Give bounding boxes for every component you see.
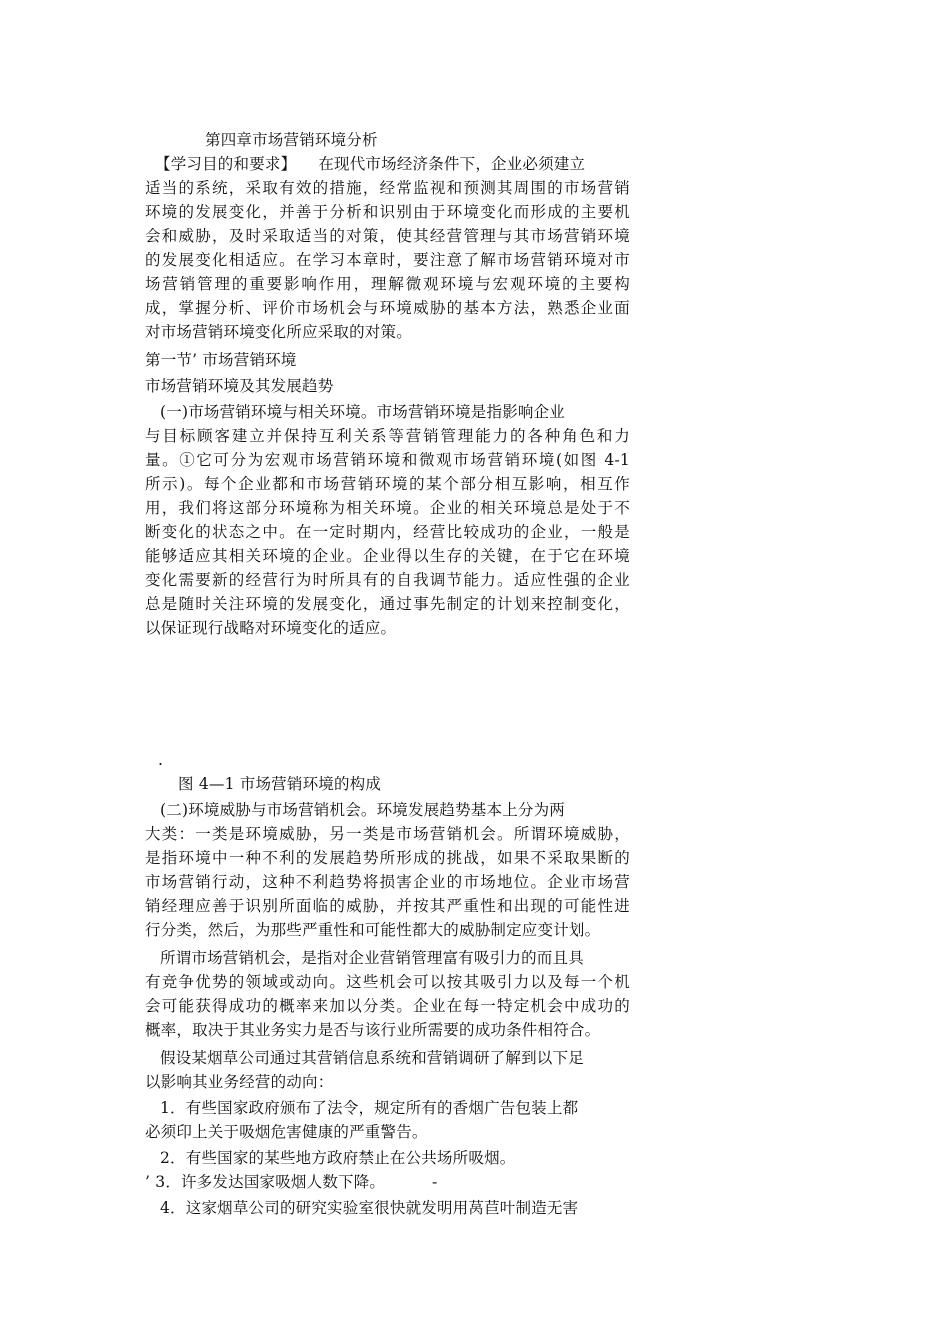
- chapter-title: 第四章市场营销环境分析: [205, 131, 378, 149]
- list-item: 1．有些国家政府颁布了法令，规定所有的香烟广告包装上都: [160, 1099, 579, 1117]
- intro-paragraph-line: 场营销管理的重要影响作用，理解微观环境与宏观环境的主要构: [145, 275, 630, 293]
- body-paragraph-line: 变化需要新的经营行为时所具有的自我调节能力。适应性强的企业: [145, 571, 630, 589]
- intro-paragraph-line: 的发展变化相适应。在学习本章时，要注意了解市场营销环境对市: [145, 251, 630, 269]
- intro-label: 【学习目的和要求】: [155, 155, 297, 173]
- sub-heading: 市场营销环境及其发展趋势: [145, 377, 334, 395]
- intro-paragraph-line: [155, 152, 585, 176]
- intro-paragraph-line: 对市场营销环境变化所应采取的对策。: [145, 323, 412, 341]
- intro-paragraph-line: 适当的系统，采取有效的措施，经常监视和预测其周围的市场营销: [145, 179, 630, 197]
- body-paragraph-line: 能够适应其相关环境的企业。企业得以生存的关键，在于它在环境: [145, 547, 630, 565]
- body-paragraph-line: 销经理应善于识别所面临的威胁，并按其严重性和出现的可能性进: [145, 897, 630, 915]
- body-paragraph-line: 有竞争优势的领域或动向。这些机会可以按其吸引力以及每一个机: [145, 973, 630, 991]
- figure-placeholder-dot: .: [158, 751, 164, 769]
- body-paragraph-line: 以保证现行战略对环境变化的适应。: [145, 619, 397, 637]
- section-heading: 第一节’ 市场营销环境: [145, 351, 297, 369]
- body-paragraph-line: 假设某烟草公司通过其营销信息系统和营销调研了解到以下足: [160, 1049, 584, 1067]
- list-item: ’ 3．许多发达国家吸烟人数下降。: [145, 1173, 386, 1191]
- body-paragraph-line: 市场营销行动，这种不利趋势将损害企业的市场地位。企业市场营: [145, 873, 630, 891]
- intro-paragraph-line: 环境的发展变化，并善于分析和识别由于环境变化而形成的主要机: [145, 203, 630, 221]
- list-item: 2．有些国家的某些地方政府禁止在公共场所吸烟。: [160, 1149, 516, 1167]
- body-paragraph-line: 会可能获得成功的概率来加以分类。企业在每一特定机会中成功的: [145, 997, 630, 1015]
- body-paragraph-line: 量。①它可分为宏观市场营销环境和微观市场营销环境(如图 4-1: [145, 451, 630, 469]
- body-paragraph-line: (二)环境威胁与市场营销机会。环境发展趋势基本上分为两: [160, 801, 565, 819]
- list-item-continuation: 必须印上关于吸烟危害健康的严重警告。: [145, 1123, 428, 1141]
- body-paragraph-line: (一)市场营销环境与相关环境。市场营销环境是指影响企业: [160, 403, 565, 421]
- body-paragraph-line: 行分类，然后，为那些严重性和可能性都大的威胁制定应变计划。: [145, 921, 601, 939]
- intro-paragraph-line: 会和威胁，及时采取适当的对策，使其经营管理与其市场营销环境: [145, 227, 630, 245]
- body-paragraph-line: 总是随时关注环境的发展变化，通过事先制定的计划来控制变化，: [145, 595, 630, 613]
- body-paragraph-line: 是指环境中一种不利的发展趋势所形成的挑战，如果不采取果断的: [145, 849, 630, 867]
- stray-mark: -: [432, 1173, 438, 1191]
- intro-paragraph-line: 成，掌握分析、评价市场机会与环境威胁的基本方法，熟悉企业面: [145, 299, 630, 317]
- body-paragraph-line: 以影响其业务经营的动向：: [145, 1073, 334, 1091]
- intro-text: 在现代市场经济条件下，企业必须建立: [318, 155, 586, 173]
- body-paragraph-line: 所谓市场营销机会，是指对企业营销管理富有吸引力的而且具: [160, 949, 584, 967]
- list-item: 4．这家烟草公司的研究实验室很快就发明用莴苣叶制造无害: [160, 1199, 579, 1217]
- body-paragraph-line: 概率，取决于其业务实力是否与该行业所需要的成功条件相符合。: [145, 1021, 601, 1039]
- body-paragraph-line: 所示)。每个企业都和市场营销环境的某个部分相互影响，相互作: [145, 475, 630, 493]
- body-paragraph-line: 大类：一类是环境威胁，另一类是市场营销机会。所谓环境威胁，: [145, 825, 630, 843]
- body-paragraph-line: 断变化的状态之中。在一定时期内，经营比较成功的企业，一般是: [145, 523, 630, 541]
- body-paragraph-line: 与目标顾客建立并保持互利关系等营销管理能力的各种角色和力: [145, 427, 630, 445]
- body-paragraph-line: 用，我们将这部分环境称为相关环境。企业的相关环境总是处于不: [145, 499, 630, 517]
- figure-caption: 图 4—1 市场营销环境的构成: [178, 775, 382, 793]
